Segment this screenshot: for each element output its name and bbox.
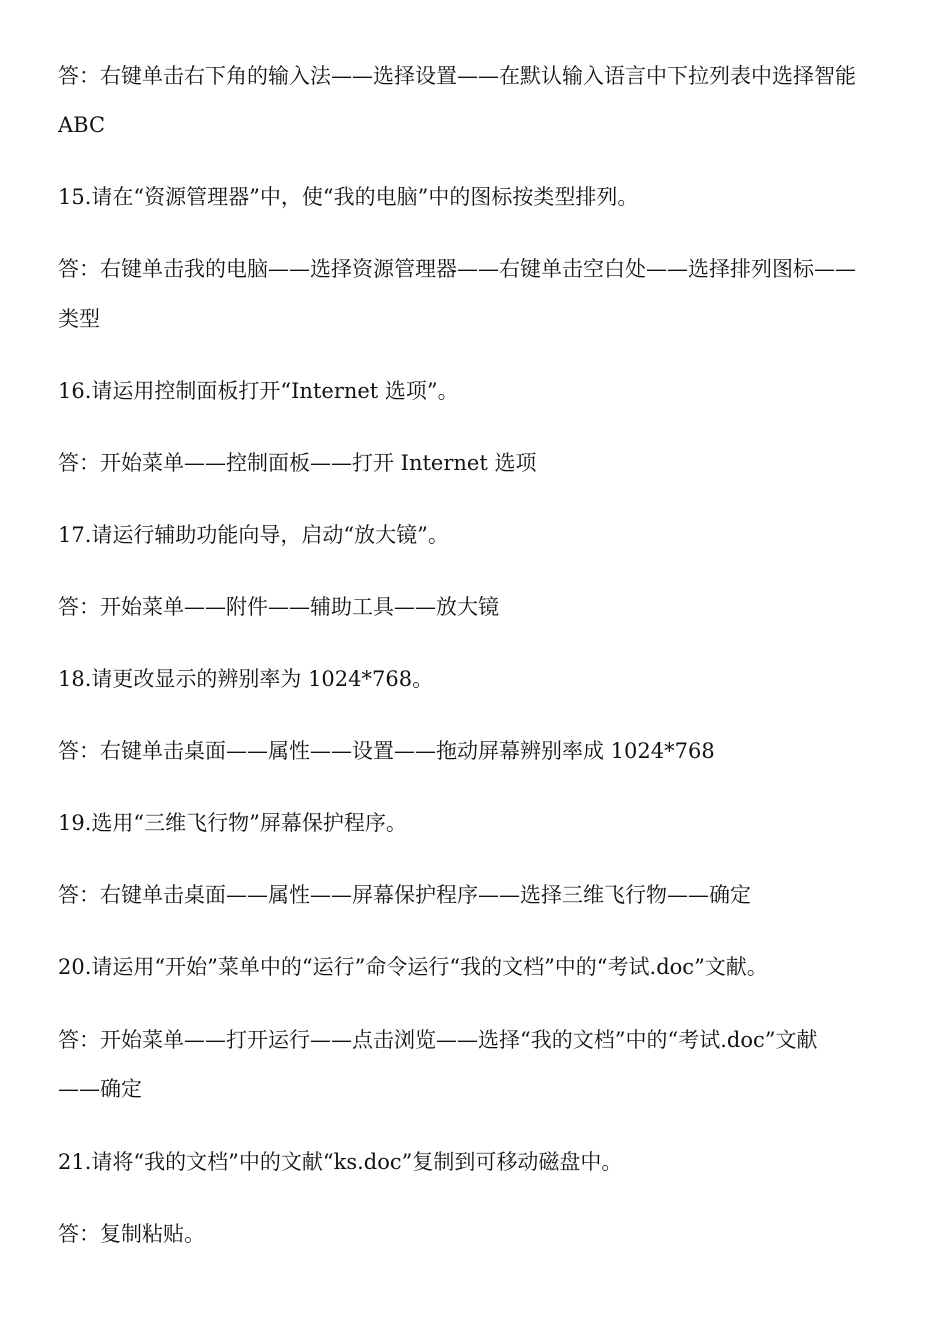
answer-15-line-2: 类型: [58, 307, 100, 331]
answer-20-line-2: ——确定: [58, 1077, 142, 1101]
answer-21: 答：复制粘贴。: [58, 1222, 205, 1246]
question-19: 19.选用“三维飞行物”屏幕保护程序。: [58, 811, 407, 835]
question-18: 18.请更改显示的辨别率为 1024*768。: [58, 667, 434, 691]
answer-14-line-1: 答：右键单击右下角的输入法——选择设置——在默认输入语言中下拉列表中选择智能: [58, 64, 856, 88]
answer-19: 答：右键单击桌面——属性——屏幕保护程序——选择三维飞行物——确定: [58, 883, 751, 907]
answer-18: 答：右键单击桌面——属性——设置——拖动屏幕辨别率成 1024*768: [58, 739, 715, 763]
answer-17: 答：开始菜单——附件——辅助工具——放大镜: [58, 595, 499, 619]
answer-15-line-1: 答：右键单击我的电脑——选择资源管理器——右键单击空白处——选择排列图标——: [58, 257, 856, 281]
question-17: 17.请运行辅助功能向导，启动“放大镜”。: [58, 523, 449, 547]
question-20: 20.请运用“开始”菜单中的“运行”命令运行“我的文档”中的“考试.doc”文献。: [58, 955, 768, 979]
answer-16: 答：开始菜单——控制面板——打开 Internet 选项: [58, 451, 537, 475]
question-15: 15.请在“资源管理器”中，使“我的电脑”中的图标按类型排列。: [58, 185, 639, 209]
question-21: 21.请将“我的文档”中的文献“ks.doc”复制到可移动磁盘中。: [58, 1150, 623, 1174]
question-16: 16.请运用控制面板打开“Internet 选项”。: [58, 379, 459, 403]
answer-14-line-2: ABC: [58, 113, 106, 137]
answer-20-line-1: 答：开始菜单——打开运行——点击浏览——选择“我的文档”中的“考试.doc”文献: [58, 1028, 818, 1052]
